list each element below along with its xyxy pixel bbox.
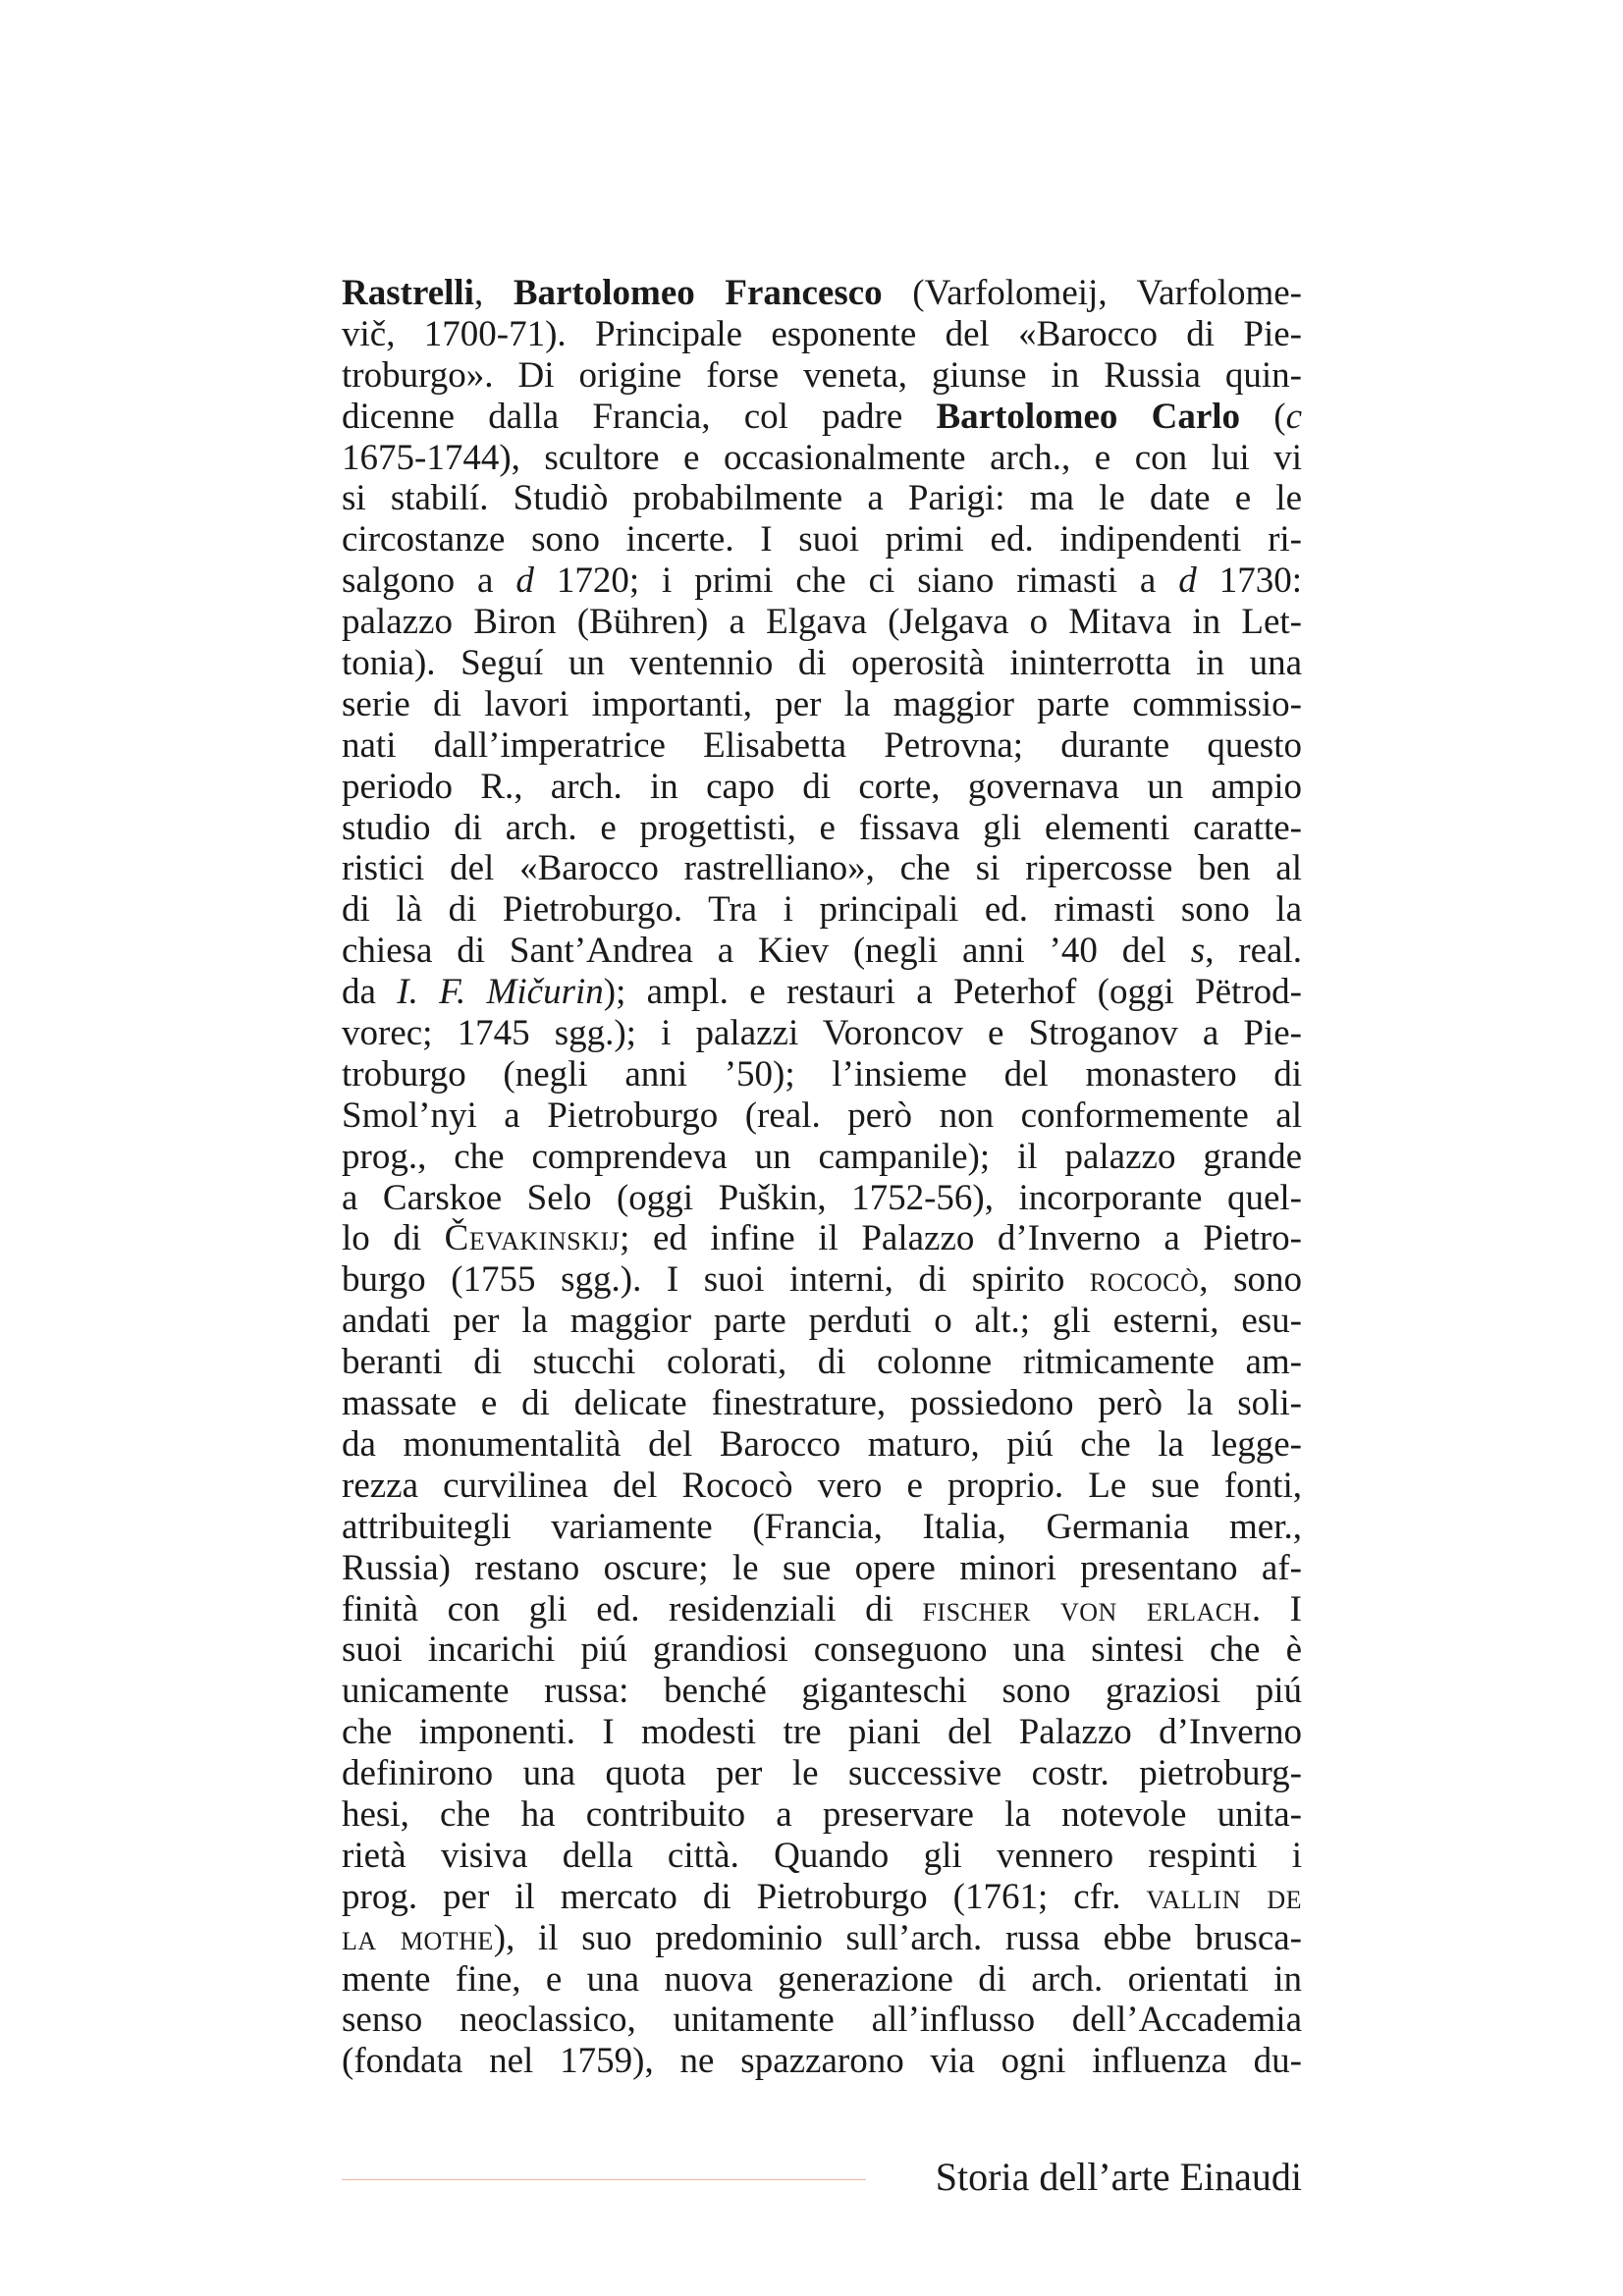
entry-line: troburgo». Di origine forse veneta, giunse in Russia quin-: [342, 354, 1302, 396]
entry-line: da monumentalità del Barocco maturo, piú che la legge-: [342, 1423, 1302, 1465]
entry-line: Smol’nyi a Pietroburgo (real. però non conformemente al: [342, 1095, 1302, 1136]
entry-line: dicenne dalla Francia, col padre Bartolomeo Carlo (c: [342, 396, 1302, 437]
entry-line: che imponenti. I modesti tre piani del Palazzo d’Inverno: [342, 1712, 1302, 1753]
entry-line: a Carskoe Selo (oggi Puškin, 1752-56), incorporante quel-: [342, 1177, 1302, 1218]
entry-line: palazzo Biron (Bühren) a Elgava (Jelgava o Mitava in Let-: [342, 602, 1302, 643]
cross-reference: rococò: [1089, 1259, 1200, 1301]
entry-line: circostanze sono incerte. I suoi primi ed. indipendenti ri-: [342, 519, 1302, 561]
footer-series-title: Storia dell’arte Einaudi: [935, 2155, 1302, 2199]
cross-reference: Čevakinskij: [444, 1218, 621, 1259]
entry-line: periodo R., arch. in capo di corte, governava un ampio: [342, 766, 1302, 807]
encyclopedia-entry: [342, 273, 1303, 2082]
entry-line: senso neoclassico, unitamente all’influsso dell’Accademia: [342, 2000, 1302, 2041]
entry-line: di là di Pietroburgo. Tra i principali ed. rimasti sono la: [342, 889, 1302, 931]
entry-line: prog. per il mercato di Pietroburgo (1761; cfr. vallin de: [342, 1876, 1302, 1917]
entry-headword: Rastrelli: [342, 273, 474, 313]
entry-line: Russia) restano oscure; le sue opere minori presentano af-: [342, 1547, 1302, 1588]
father-name: Bartolomeo Carlo: [936, 396, 1241, 437]
entry-line: da I. F. Mičurin); ampl. e restauri a Peterhof (oggi Pëtrod-: [342, 972, 1302, 1013]
entry-line: prog., che comprendeva un campanile); il palazzo grande: [342, 1136, 1302, 1177]
entry-line: definirono una quota per le successive costr. pietroburg-: [342, 1753, 1302, 1794]
entry-line: massate e di delicate finestrature, possiedono però la soli-: [342, 1383, 1302, 1424]
entry-line: mente fine, e una nuova generazione di arch. orientati in: [342, 1958, 1302, 2000]
cross-reference: fischer von erlach: [922, 1588, 1252, 1629]
entry-line: serie di lavori importanti, per la maggior parte commissio-: [342, 683, 1302, 724]
entry-line: andati per la maggior parte perduti o alt.; gli esterni, esu-: [342, 1301, 1302, 1342]
entry-line: la mothe), il suo predominio sull’arch. russa ebbe brusca-: [342, 1917, 1302, 1958]
entry-line: unicamente russa: benché giganteschi sono graziosi piú: [342, 1671, 1302, 1712]
entry-line: studio di arch. e progettisti, e fissava gli elementi caratte-: [342, 807, 1302, 848]
entry-line: vorec; 1745 sgg.); i palazzi Voroncov e Stroganov a Pie-: [342, 1013, 1302, 1054]
entry-line: suoi incarichi piú grandiosi conseguono una sintesi che è: [342, 1629, 1302, 1671]
entry-line: (fondata nel 1759), ne spazzarono via ogni influenza du-: [342, 2041, 1302, 2082]
entry-line: vič, 1700-71). Principale esponente del «Barocco di Pie-: [342, 313, 1302, 354]
entry-line: attribuitegli variamente (Francia, Italia, Germania mer.,: [342, 1506, 1302, 1547]
entry-line: 1675-1744), scultore e occasionalmente arch., e con lui vi: [342, 437, 1302, 478]
entry-line: salgono a d 1720; i primi che ci siano rimasti a d 1730:: [342, 561, 1303, 602]
entry-line: rezza curvilinea del Rococò vero e proprio. Le sue fonti,: [342, 1465, 1302, 1506]
entry-line: finità con gli ed. residenziali di fischer von erlach. I: [342, 1588, 1303, 1629]
footer-divider: [342, 2179, 866, 2180]
entry-line: beranti di stucchi colorati, di colonne ritmicamente am-: [342, 1342, 1302, 1383]
entry-given-names: Bartolomeo Francesco: [513, 273, 883, 313]
entry-line: burgo (1755 sgg.). I suoi interni, di spirito rococò, sono: [342, 1259, 1302, 1301]
entry-line: lo di Čevakinskij; ed infine il Palazzo d’Inverno a Pietro-: [342, 1218, 1303, 1259]
cross-reference: la mothe: [342, 1917, 494, 1958]
entry-line: nati dall’imperatrice Elisabetta Petrovna; durante questo: [342, 724, 1302, 766]
entry-line: si stabilí. Studiò probabilmente a Parigi: ma le date e le: [342, 478, 1302, 519]
cross-reference: vallin de: [1146, 1876, 1302, 1917]
entry-line: tonia). Seguí un ventennio di operosità ininterrotta in una: [342, 643, 1302, 684]
entry-line: troburgo (negli anni ’50); l’insieme del monastero di: [342, 1053, 1302, 1095]
cross-reference: I. F. Mičurin: [397, 972, 604, 1013]
entry-line: ristici del «Barocco rastrelliano», che si ripercosse ben al: [342, 848, 1302, 889]
entry-line: chiesa di Sant’Andrea a Kiev (negli anni ’40 del s, real.: [342, 931, 1302, 972]
entry-line: hesi, che ha contribuito a preservare la notevole unita-: [342, 1793, 1302, 1835]
entry-line: Rastrelli, Bartolomeo Francesco (Varfolomeij, Varfolome-: [342, 273, 1302, 313]
entry-line: rietà visiva della città. Quando gli vennero respinti i: [342, 1835, 1302, 1876]
